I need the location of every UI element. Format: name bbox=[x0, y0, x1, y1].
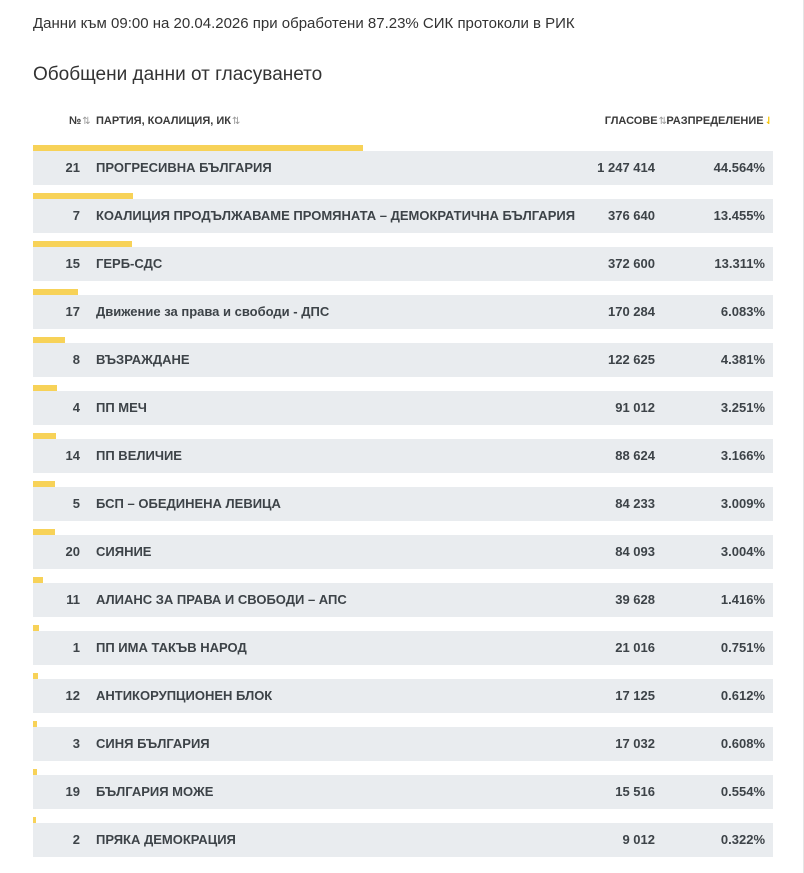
table-row bbox=[33, 337, 773, 385]
party-number: 17 bbox=[65, 304, 80, 319]
table-row bbox=[33, 769, 773, 817]
party-name: БЪЛГАРИЯ МОЖЕ bbox=[96, 784, 214, 799]
table-row bbox=[33, 625, 773, 673]
vote-count: 84 093 bbox=[615, 544, 655, 559]
vote-count: 91 012 bbox=[615, 400, 655, 415]
vote-count: 88 624 bbox=[615, 448, 655, 463]
column-header-distribution[interactable] bbox=[666, 115, 773, 127]
data-status-line: Данни към 09:00 на 20.04.2026 при обработени 87.23% СИК протоколи в РИК bbox=[33, 15, 575, 32]
vote-percentage: 13.455% bbox=[713, 208, 765, 223]
column-header-number-label: № bbox=[69, 115, 82, 127]
table-row bbox=[33, 673, 773, 721]
vote-percentage: 44.564% bbox=[713, 160, 765, 175]
table-row bbox=[33, 385, 773, 433]
vote-percentage: 0.608% bbox=[720, 736, 765, 751]
vote-count: 376 640 bbox=[608, 208, 655, 223]
vote-percentage: 0.751% bbox=[720, 640, 765, 655]
vote-percentage: 3.009% bbox=[720, 496, 765, 511]
table-row bbox=[33, 817, 773, 865]
table-header bbox=[33, 113, 773, 133]
party-number: 20 bbox=[65, 544, 80, 559]
vote-percentage: 0.322% bbox=[720, 832, 765, 847]
party-number: 2 bbox=[72, 832, 80, 847]
party-name: АЛИАНС ЗА ПРАВА И СВОБОДИ – АПС bbox=[96, 592, 347, 607]
vote-percentage: 3.004% bbox=[720, 544, 765, 559]
party-number: 4 bbox=[72, 400, 80, 415]
party-number: 15 bbox=[65, 256, 80, 271]
party-number: 14 bbox=[65, 448, 80, 463]
party-name: ПРОГРЕСИВНА БЪЛГАРИЯ bbox=[96, 160, 272, 175]
vote-count: 84 233 bbox=[615, 496, 655, 511]
party-name: КОАЛИЦИЯ ПРОДЪЛЖАВАМЕ ПРОМЯНАТА – ДЕМОКРАТИЧНА БЪЛГАРИЯ bbox=[96, 208, 576, 223]
party-name: БСП – ОБЕДИНЕНА ЛЕВИЦА bbox=[96, 496, 281, 511]
sort-icon: ⇅ bbox=[82, 116, 91, 127]
table-row bbox=[33, 193, 773, 241]
table-row bbox=[33, 145, 773, 193]
party-number: 21 bbox=[65, 160, 80, 175]
vote-percentage: 3.251% bbox=[720, 400, 765, 415]
party-name: ПП ИМА ТАКЪВ НАРОД bbox=[96, 640, 247, 655]
vote-percentage: 1.416% bbox=[720, 592, 765, 607]
vote-percentage: 0.554% bbox=[720, 784, 765, 799]
vote-count: 39 628 bbox=[615, 592, 655, 607]
vote-count: 372 600 bbox=[608, 256, 655, 271]
party-name: ПРЯКА ДЕМОКРАЦИЯ bbox=[96, 832, 236, 847]
sort-desc-icon: ⇃ bbox=[764, 116, 773, 127]
party-name: СИНЯ БЪЛГАРИЯ bbox=[96, 736, 210, 751]
table-row bbox=[33, 577, 773, 625]
table-row bbox=[33, 529, 773, 577]
column-header-party[interactable] bbox=[96, 115, 240, 127]
vote-count: 17 125 bbox=[615, 688, 655, 703]
party-name: СИЯНИЕ bbox=[96, 544, 152, 559]
vote-percentage: 4.381% bbox=[720, 352, 765, 367]
table-row bbox=[33, 721, 773, 769]
vote-count: 170 284 bbox=[608, 304, 655, 319]
vote-count: 21 016 bbox=[615, 640, 655, 655]
vote-percentage: 13.311% bbox=[714, 256, 765, 271]
vote-count: 15 516 bbox=[615, 784, 655, 799]
party-number: 7 bbox=[72, 208, 80, 223]
party-number: 11 bbox=[66, 592, 80, 607]
vote-count: 122 625 bbox=[608, 352, 655, 367]
party-name: ВЪЗРАЖДАНЕ bbox=[96, 352, 190, 367]
party-name: ПП МЕЧ bbox=[96, 400, 147, 415]
column-header-votes[interactable] bbox=[605, 115, 667, 127]
table-row bbox=[33, 241, 773, 289]
party-name: Движение за права и свободи - ДПС bbox=[96, 304, 330, 319]
party-number: 12 bbox=[65, 688, 80, 703]
vote-percentage: 0.612% bbox=[720, 688, 765, 703]
party-name: ПП ВЕЛИЧИЕ bbox=[96, 448, 182, 463]
table-row bbox=[33, 481, 773, 529]
results-table-body bbox=[33, 145, 773, 865]
vote-percentage: 3.166% bbox=[720, 448, 765, 463]
party-name: АНТИКОРУПЦИОНЕН БЛОК bbox=[96, 688, 273, 703]
column-header-party-label: ПАРТИЯ, КОАЛИЦИЯ, ИК bbox=[96, 115, 231, 127]
party-number: 3 bbox=[72, 736, 80, 751]
column-header-distribution-label: РАЗПРЕДЕЛЕНИЕ bbox=[666, 115, 764, 127]
sort-icon: ⇅ bbox=[658, 116, 667, 127]
vote-percentage: 6.083% bbox=[720, 304, 765, 319]
vote-count: 1 247 414 bbox=[597, 160, 655, 175]
party-number: 19 bbox=[65, 784, 80, 799]
table-row bbox=[33, 289, 773, 337]
vote-count: 9 012 bbox=[622, 832, 655, 847]
column-header-number[interactable] bbox=[69, 115, 91, 127]
party-name: ГЕРБ-СДС bbox=[96, 256, 163, 271]
party-number: 5 bbox=[72, 496, 80, 511]
sort-icon: ⇅ bbox=[231, 116, 241, 127]
party-number: 1 bbox=[72, 640, 80, 655]
party-number: 8 bbox=[72, 352, 80, 367]
column-header-votes-label: ГЛАСОВЕ bbox=[604, 115, 658, 127]
section-title: Обобщени данни от гласуването bbox=[33, 64, 323, 85]
vote-count: 17 032 bbox=[615, 736, 655, 751]
table-row bbox=[33, 433, 773, 481]
